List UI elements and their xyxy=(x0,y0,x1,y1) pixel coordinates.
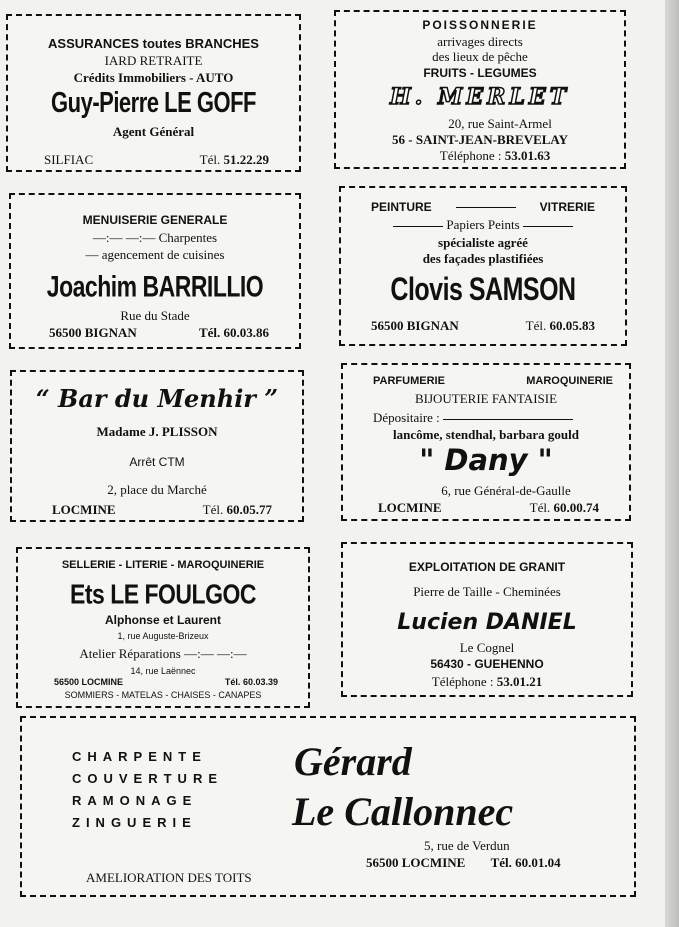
ad-merlet-phone xyxy=(366,148,624,164)
ad-dany-line4: lancôme, stendhal, barbara gould xyxy=(393,427,579,442)
ad-samson-right: VITRERIE xyxy=(539,200,595,214)
ad-barrillio-footer xyxy=(49,325,269,341)
ad-barrillio-line2: —:— —:— Charpentes xyxy=(92,230,218,245)
ad-dany-left: PARFUMERIE xyxy=(373,375,445,387)
ad-daniel-line2: Pierre de Taille - Cheminées xyxy=(413,584,561,599)
ad-legoff-line1: ASSURANCES toutes BRANCHES xyxy=(48,36,259,51)
ad-menhir-line2: Arrêt CTM xyxy=(129,455,185,469)
ad-dany-footer xyxy=(378,500,599,516)
ad-foulgoc-address1: 1, rue Auguste-Brizeux xyxy=(117,631,209,641)
ad-daniel-address: Le Cognel xyxy=(459,640,515,655)
ad-menhir xyxy=(10,370,304,522)
ad-daniel-town: 56430 - GUEHENNO xyxy=(430,657,544,671)
ad-foulgoc-town: 56500 LOCMINE xyxy=(54,677,124,687)
ad-samson-line3: spécialiste agréé xyxy=(438,235,528,250)
ad-legoff-phone xyxy=(200,152,269,168)
ad-legoff-footer xyxy=(44,152,269,168)
ad-dany-town: LOCMINE xyxy=(378,500,442,515)
ad-samson-town: 56500 BIGNAN xyxy=(371,318,459,333)
ad-barrillio-line1: MENUISERIE GENERALE xyxy=(82,213,228,227)
ad-samson-tel: 60.05.83 xyxy=(549,318,595,333)
ad-samson-line4: des façades plastifiées xyxy=(422,251,544,266)
ad-callonnec-tel-label: Tél. xyxy=(490,855,512,870)
ad-samson xyxy=(339,186,627,346)
ad-dany-header xyxy=(373,375,613,387)
ad-dany-dash xyxy=(443,419,573,420)
ad-foulgoc xyxy=(16,547,310,708)
ad-merlet-line2: arrivages directs xyxy=(437,34,523,49)
ad-barrillio-town: 56500 BIGNAN xyxy=(49,325,137,340)
ad-legoff-tel: 51.22.29 xyxy=(223,152,269,167)
ad-callonnec-contact xyxy=(366,855,561,871)
ad-samson-divider xyxy=(456,207,516,208)
ad-daniel-tel-label: Téléphone : xyxy=(431,674,494,689)
ad-callonnec-address: 5, rue de Verdun xyxy=(424,838,510,853)
ad-foulgoc-name: Ets LE FOULGOC xyxy=(70,578,256,610)
ad-barrillio-phone xyxy=(199,325,269,341)
ad-foulgoc-footer xyxy=(54,677,278,687)
ad-foulgoc-owners: Alphonse et Laurent xyxy=(104,613,221,627)
ad-menhir-phone xyxy=(203,502,272,518)
ad-samson-line2 xyxy=(341,217,625,233)
ad-daniel-phone xyxy=(343,674,631,690)
ad-merlet-name: H. MERLET xyxy=(389,84,571,110)
ad-menhir-footer xyxy=(52,502,272,518)
ad-callonnec-services xyxy=(72,746,223,834)
ad-callonnec-service: RAMONAGE xyxy=(72,793,198,808)
ad-legoff-line2: IARD RETRAITE xyxy=(104,53,203,68)
ad-dany-phone xyxy=(530,500,599,516)
ad-barrillio-tel: 60.03.86 xyxy=(223,325,269,340)
ad-samson-name: Clovis SAMSON xyxy=(390,271,576,309)
ad-dany-line2: BIJOUTERIE FANTAISIE xyxy=(414,391,558,406)
ad-merlet-address: 20, rue Saint-Armel xyxy=(448,116,552,131)
ad-dany-line3 xyxy=(373,410,629,426)
ad-legoff-tel-label: Tél. xyxy=(199,152,221,167)
page-edge xyxy=(665,0,679,927)
ad-merlet-line1: POISSONNERIE xyxy=(422,18,538,32)
ad-callonnec-town: 56500 LOCMINE xyxy=(366,855,466,870)
ad-dany-tel: 60.00.74 xyxy=(553,500,599,515)
ad-merlet-line4: FRUITS - LEGUMES xyxy=(423,66,537,80)
ad-dany-line3-text: Dépositaire : xyxy=(373,410,440,425)
ad-merlet-town: 56 - SAINT-JEAN-BREVELAY xyxy=(391,132,569,147)
ad-foulgoc-tel-label: Tél. xyxy=(224,677,241,687)
ad-merlet xyxy=(334,10,626,169)
ad-callonnec-service: ZINGUERIE xyxy=(72,815,197,830)
ad-callonnec-service: COUVERTURE xyxy=(72,771,224,786)
ad-samson-dash-left xyxy=(393,226,443,227)
ad-foulgoc-phone xyxy=(225,677,278,687)
ad-samson-left: PEINTURE xyxy=(371,200,432,214)
ad-dany xyxy=(341,363,631,521)
ad-daniel-tel: 53.01.21 xyxy=(496,674,543,689)
ad-callonnec-phone xyxy=(491,855,561,870)
ad-foulgoc-tel: 60.03.39 xyxy=(242,677,278,687)
ad-barrillio-line3: — agencement de cuisines xyxy=(85,247,225,262)
ad-barrillio xyxy=(9,193,301,349)
ad-menhir-owner: Madame J. PLISSON xyxy=(96,424,218,439)
ad-foulgoc-line4: Atelier Réparations —:— —:— xyxy=(79,646,247,661)
ad-foulgoc-address2: 14, rue Laënnec xyxy=(130,666,196,676)
ad-callonnec-service: CHARPENTE xyxy=(72,749,207,764)
ad-callonnec-name2: Le Callonnec xyxy=(292,789,514,834)
ad-samson-header xyxy=(371,200,595,214)
ad-samson-dash-right xyxy=(523,226,573,227)
ad-menhir-name: “ Bar du Menhir ” xyxy=(35,384,279,413)
ad-samson-phone xyxy=(526,318,595,334)
ad-foulgoc-line1: SELLERIE - LITERIE - MAROQUINERIE xyxy=(61,559,265,571)
ad-menhir-town: LOCMINE xyxy=(52,502,116,517)
ad-daniel-name: Lucien DANIEL xyxy=(397,610,577,635)
ad-barrillio-name: Joachim BARRILLIO xyxy=(46,268,264,303)
ad-legoff-role: Agent Général xyxy=(112,124,195,139)
ad-merlet-tel-label: Téléphone : xyxy=(439,148,502,163)
ad-callonnec-name1: Gérard xyxy=(294,739,412,784)
ad-legoff-town: SILFIAC xyxy=(44,152,94,167)
ad-daniel xyxy=(341,542,633,697)
ad-dany-name: " Dany " xyxy=(419,443,553,477)
ad-callonnec-tel: 60.01.04 xyxy=(515,855,561,870)
ad-dany-tel-label: Tél. xyxy=(529,500,551,515)
ad-callonnec xyxy=(20,716,636,897)
ad-barrillio-address: Rue du Stade xyxy=(120,308,190,323)
ad-callonnec-footer: AMELIORATION DES TOITS xyxy=(86,870,252,885)
ad-samson-footer xyxy=(371,318,595,334)
ad-legoff-name: Guy-Pierre LE GOFF xyxy=(51,86,256,119)
ad-samson-tel-label: Tél. xyxy=(525,318,547,333)
ad-dany-right: MAROQUINERIE xyxy=(526,375,613,387)
ad-foulgoc-line7: SOMMIERS - MATELAS - CHAISES - CANAPES xyxy=(64,690,262,700)
ad-legoff-line3: Crédits Immobiliers - AUTO xyxy=(73,70,234,85)
ad-dany-address: 6, rue Général-de-Gaulle xyxy=(441,483,571,498)
ad-merlet-tel: 53.01.63 xyxy=(504,148,551,163)
ad-menhir-tel: 60.05.77 xyxy=(226,502,272,517)
ad-menhir-tel-label: Tél. xyxy=(202,502,224,517)
ad-samson-line2-text: Papiers Peints xyxy=(446,217,520,232)
ad-barrillio-tel-label: Tél. xyxy=(198,325,221,340)
ad-legoff xyxy=(6,14,301,172)
ad-merlet-line3: des lieux de pêche xyxy=(432,49,528,64)
ad-daniel-line1: EXPLOITATION DE GRANIT xyxy=(408,560,566,574)
ad-menhir-address: 2, place du Marché xyxy=(107,482,207,497)
